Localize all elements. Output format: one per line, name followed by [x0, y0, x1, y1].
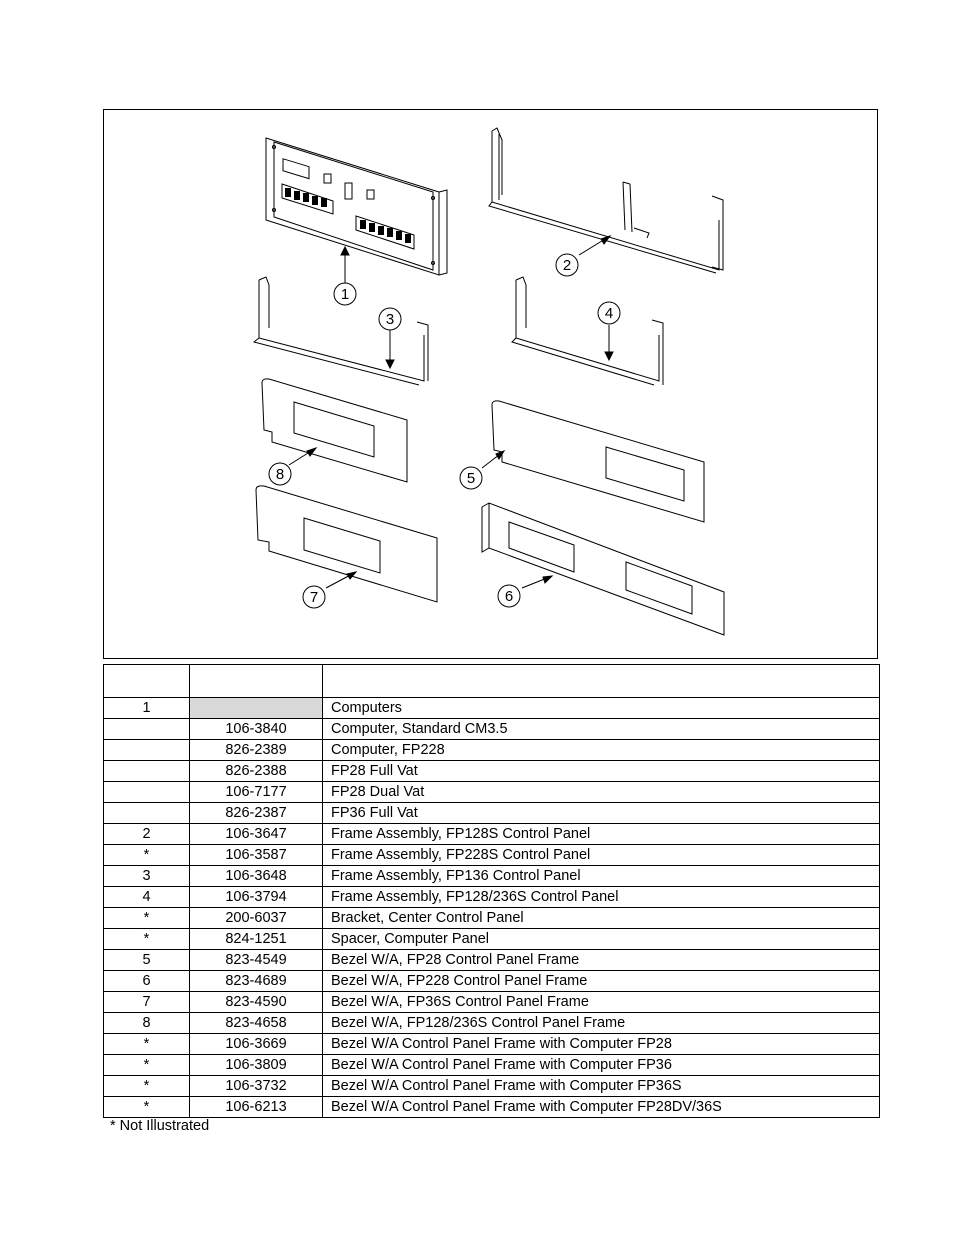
table-row	[104, 1097, 880, 1118]
item-cell: 3	[104, 866, 190, 887]
table-header-row	[104, 665, 880, 698]
table-row	[104, 824, 880, 845]
callout-6	[498, 585, 520, 607]
description-cell: FP36 Full Vat	[323, 803, 880, 824]
part-number-cell: 823-4689	[190, 971, 323, 992]
description-cell: Bracket, Center Control Panel	[323, 908, 880, 929]
description-cell: Bezel W/A, FP228 Control Panel Frame	[323, 971, 880, 992]
item-cell: *	[104, 1097, 190, 1118]
callout-7	[303, 586, 325, 608]
part-number-cell: 106-7177	[190, 782, 323, 803]
part-number-cell: 823-4658	[190, 1013, 323, 1034]
computer-part-drawing	[266, 138, 447, 275]
exploded-parts-illustration	[103, 109, 878, 659]
bezel-part-7-drawing	[256, 486, 437, 602]
svg-text:1: 1	[340, 286, 350, 303]
callout-8	[269, 463, 291, 485]
footnote: * Not Illustrated	[110, 1118, 210, 1134]
svg-text:2: 2	[562, 257, 572, 274]
table-row	[104, 1055, 880, 1076]
svg-text:5: 5	[466, 470, 476, 487]
table-row	[104, 719, 880, 740]
part-number-cell: 823-4590	[190, 992, 323, 1013]
description-cell: Bezel W/A Control Panel Frame with Computer FP36	[323, 1055, 880, 1076]
item-cell: 4	[104, 887, 190, 908]
part-number-cell: 106-3587	[190, 845, 323, 866]
svg-text:6: 6	[504, 588, 514, 605]
frame-assembly-part-2-drawing	[489, 128, 723, 273]
description-cell: Computers	[323, 698, 880, 719]
table-row	[104, 929, 880, 950]
part-number-cell: 106-6213	[190, 1097, 323, 1118]
part-number-cell: 200-6037	[190, 908, 323, 929]
item-cell: *	[104, 1076, 190, 1097]
header-item-cell	[104, 665, 190, 698]
description-cell: Bezel W/A Control Panel Frame with Computer FP28DV/36S	[323, 1097, 880, 1118]
description-cell: Bezel W/A Control Panel Frame with Computer FP28	[323, 1034, 880, 1055]
item-cell: 7	[104, 992, 190, 1013]
table-row	[104, 845, 880, 866]
item-cell: *	[104, 929, 190, 950]
description-cell: Spacer, Computer Panel	[323, 929, 880, 950]
svg-text:7: 7	[309, 589, 319, 606]
table-row	[104, 887, 880, 908]
part-number-cell: 106-3647	[190, 824, 323, 845]
callout-2	[556, 254, 578, 276]
callout-5	[460, 467, 482, 489]
table-row	[104, 782, 880, 803]
part-number-cell: 106-3840	[190, 719, 323, 740]
part-number-cell: 826-2388	[190, 761, 323, 782]
table-row	[104, 803, 880, 824]
table-row	[104, 992, 880, 1013]
item-cell: 6	[104, 971, 190, 992]
table-row	[104, 971, 880, 992]
part-number-cell: 823-4549	[190, 950, 323, 971]
table-row	[104, 950, 880, 971]
table-row	[104, 740, 880, 761]
svg-text:8: 8	[275, 466, 285, 483]
part-number-cell: 824-1251	[190, 929, 323, 950]
part-number-cell: 826-2387	[190, 803, 323, 824]
description-cell: Computer, FP228	[323, 740, 880, 761]
callout-1	[334, 283, 356, 305]
callout-4	[598, 302, 620, 324]
description-cell: Frame Assembly, FP228S Control Panel	[323, 845, 880, 866]
description-cell: Bezel W/A Control Panel Frame with Computer FP36S	[323, 1076, 880, 1097]
item-cell: 8	[104, 1013, 190, 1034]
header-desc-cell	[323, 665, 880, 698]
part-number-cell: 106-3648	[190, 866, 323, 887]
table-row	[104, 1013, 880, 1034]
description-cell: FP28 Full Vat	[323, 761, 880, 782]
item-cell	[104, 803, 190, 824]
description-cell: Bezel W/A, FP128/236S Control Panel Frame	[323, 1013, 880, 1034]
table-row	[104, 1034, 880, 1055]
description-cell: Frame Assembly, FP136 Control Panel	[323, 866, 880, 887]
item-cell	[104, 740, 190, 761]
description-cell: Frame Assembly, FP128S Control Panel	[323, 824, 880, 845]
table-row	[104, 761, 880, 782]
item-cell	[104, 719, 190, 740]
part-number-cell: 106-3794	[190, 887, 323, 908]
svg-text:4: 4	[604, 305, 614, 322]
frame-assembly-part-4-drawing	[512, 277, 663, 385]
description-cell: FP28 Dual Vat	[323, 782, 880, 803]
table-row	[104, 698, 880, 719]
table-row	[104, 908, 880, 929]
item-cell	[104, 782, 190, 803]
parts-list-table	[103, 664, 880, 1118]
item-cell: *	[104, 1034, 190, 1055]
item-cell: 1	[104, 698, 190, 719]
description-cell: Frame Assembly, FP128/236S Control Panel	[323, 887, 880, 908]
part-number-cell: 106-3809	[190, 1055, 323, 1076]
item-cell: *	[104, 845, 190, 866]
part-number-cell	[190, 698, 323, 719]
description-cell: Bezel W/A, FP36S Control Panel Frame	[323, 992, 880, 1013]
part-number-cell: 826-2389	[190, 740, 323, 761]
part-number-cell: 106-3732	[190, 1076, 323, 1097]
callout-3	[379, 308, 401, 330]
table-row	[104, 866, 880, 887]
item-cell: 2	[104, 824, 190, 845]
table-row	[104, 1076, 880, 1097]
part-number-cell: 106-3669	[190, 1034, 323, 1055]
description-cell: Bezel W/A, FP28 Control Panel Frame	[323, 950, 880, 971]
item-cell	[104, 761, 190, 782]
item-cell: *	[104, 908, 190, 929]
item-cell: 5	[104, 950, 190, 971]
parts-drawing	[104, 110, 879, 660]
bezel-part-5-drawing	[492, 401, 704, 522]
header-part-cell	[190, 665, 323, 698]
description-cell: Computer, Standard CM3.5	[323, 719, 880, 740]
svg-text:3: 3	[385, 311, 395, 328]
bezel-part-6-drawing	[482, 503, 724, 635]
item-cell: *	[104, 1055, 190, 1076]
